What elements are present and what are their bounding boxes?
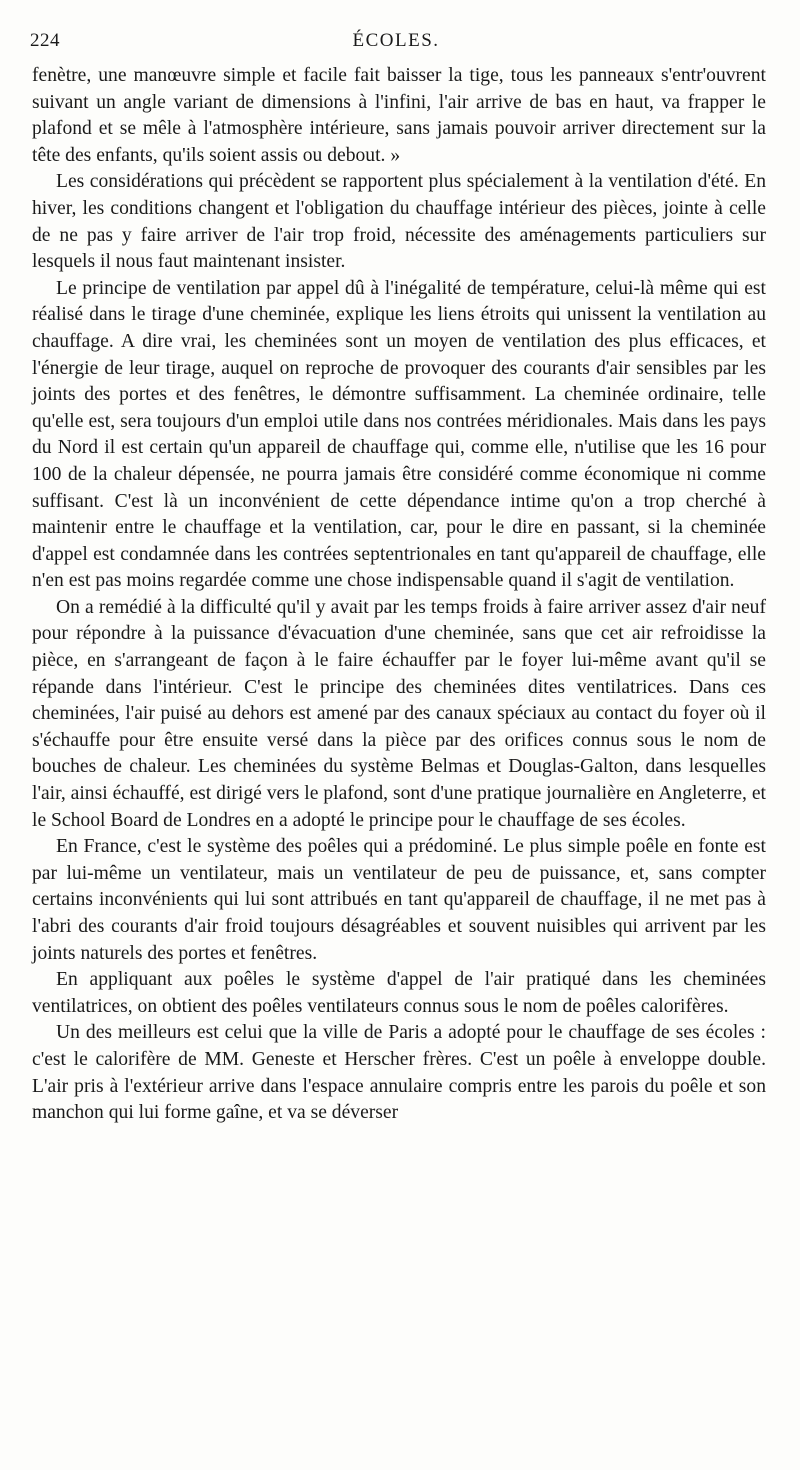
page-header <box>30 30 762 60</box>
paragraph: En appliquant aux poêles le système d'appel de l'air pratiqué dans les cheminées ventilatrices, on obtient des poêles ventilateurs connus sous le nom de poêles calorifères. <box>32 969 766 1017</box>
paragraph: Le principe de ventilation par appel dû à l'inégalité de température, celui-là même qui est réalisé dans le tirage d'une cheminée, explique les liens étroits qui unissent la ventilation au chauffage. A dire vrai, les cheminées sont un moyen de ventilation des plus efficaces, et l'énergie de leur tirage, auquel on reproche de provoquer des courants d'air sensibles par les joints des portes et des fenêtres, le démontre suffisamment. La cheminée ordinaire, telle qu'elle est, sera toujours d'un emploi utile dans nos contrées méridionales. Mais dans les pays du Nord il est certain qu'un appareil de chauffage qui, comme elle, n'utilise que les 16 pour 100 de la chaleur dépensée, ne pourra jamais être considéré comme économique ni comme suffisant. C'est là un inconvénient de cette dépendance intime qu'on a trop cherché à maintenir entre le chauffage et la ventilation, car, pour le dire en passant, si la cheminée d'appel est condamnée dans les contrées septentrionales en tant qu'appareil de chauffage, elle n'en est pas moins regardée comme une chose indispensable quand il s'agit de ventilation. <box>32 277 766 592</box>
paragraph: Les considérations qui précèdent se rapportent plus spécialement à la ventilation d'été. En hiver, les conditions changent et l'obligation du chauffage intérieur des pièces, jointe à celle de ne pas y faire arriver de l'air trop froid, nécessite des aménagements particuliers sur lesquels il nous faut maintenant insister. <box>32 171 766 273</box>
paragraph: Un des meilleurs est celui que la ville de Paris a adopté pour le chauffage de ses écoles : c'est le calorifère de MM. Geneste et Herscher frères. C'est un poêle à enveloppe double. L'air pris à l'extérieur arrive dans l'espace annulaire compris entre les parois du poêle et son manchon qui lui forme gaîne, et va se déverser <box>32 1022 766 1124</box>
paragraph-continuation: fenètre, une manœuvre simple et facile fait baisser la tige, tous les panneaux s'entr'ouvrent suivant un angle variant de dimensions à l'infini, l'air arrive de bas en haut, va frapper le plafond et se mêle à l'atmosphère intérieure, sans jamais pouvoir arriver directement sur la tête des enfants, qu'ils soient assis ou debout. » <box>32 65 766 166</box>
paragraph: En France, c'est le système des poêles qui a prédominé. Le plus simple poêle en fonte est par lui-même un ventilateur, mais un ventilateur de peu de puissance, et, sans compter certains inconvénients qui lui sont attribués en tant qu'appareil de chauffage, il ne met pas à l'abri des courants d'air froid toujours désagréables et souvent nuisibles qui arrivent par les joints naturels des portes et fenêtres. <box>32 836 766 964</box>
page-number: 224 <box>30 30 60 51</box>
running-title: ÉCOLES. <box>352 30 440 51</box>
body-text <box>32 63 766 1127</box>
paragraph: On a remédié à la difficulté qu'il y avait par les temps froids à faire arriver assez d'air neuf pour répondre à la puissance d'évacuation d'une cheminée, sans que cet air refroidisse la pièce, en s'arrangeant de façon à le faire échauffer par le foyer lui-même avant qu'il se répande dans l'intérieur. C'est le principe des cheminées dites ventilatrices. Dans ces cheminées, l'air puisé au dehors est amené par des canaux spéciaux au contact du foyer où il s'échauffe pour être ensuite versé dans la pièce par des orifices connus sous le nom de bouches de chaleur. Les cheminées du système Belmas et Douglas-Galton, dans lesquelles l'air, ainsi échauffé, est dirigé vers le plafond, sont d'une pratique journalière en Angleterre, et le School Board de Londres en a adopté le principe pour le chauffage de ses écoles. <box>32 596 766 831</box>
